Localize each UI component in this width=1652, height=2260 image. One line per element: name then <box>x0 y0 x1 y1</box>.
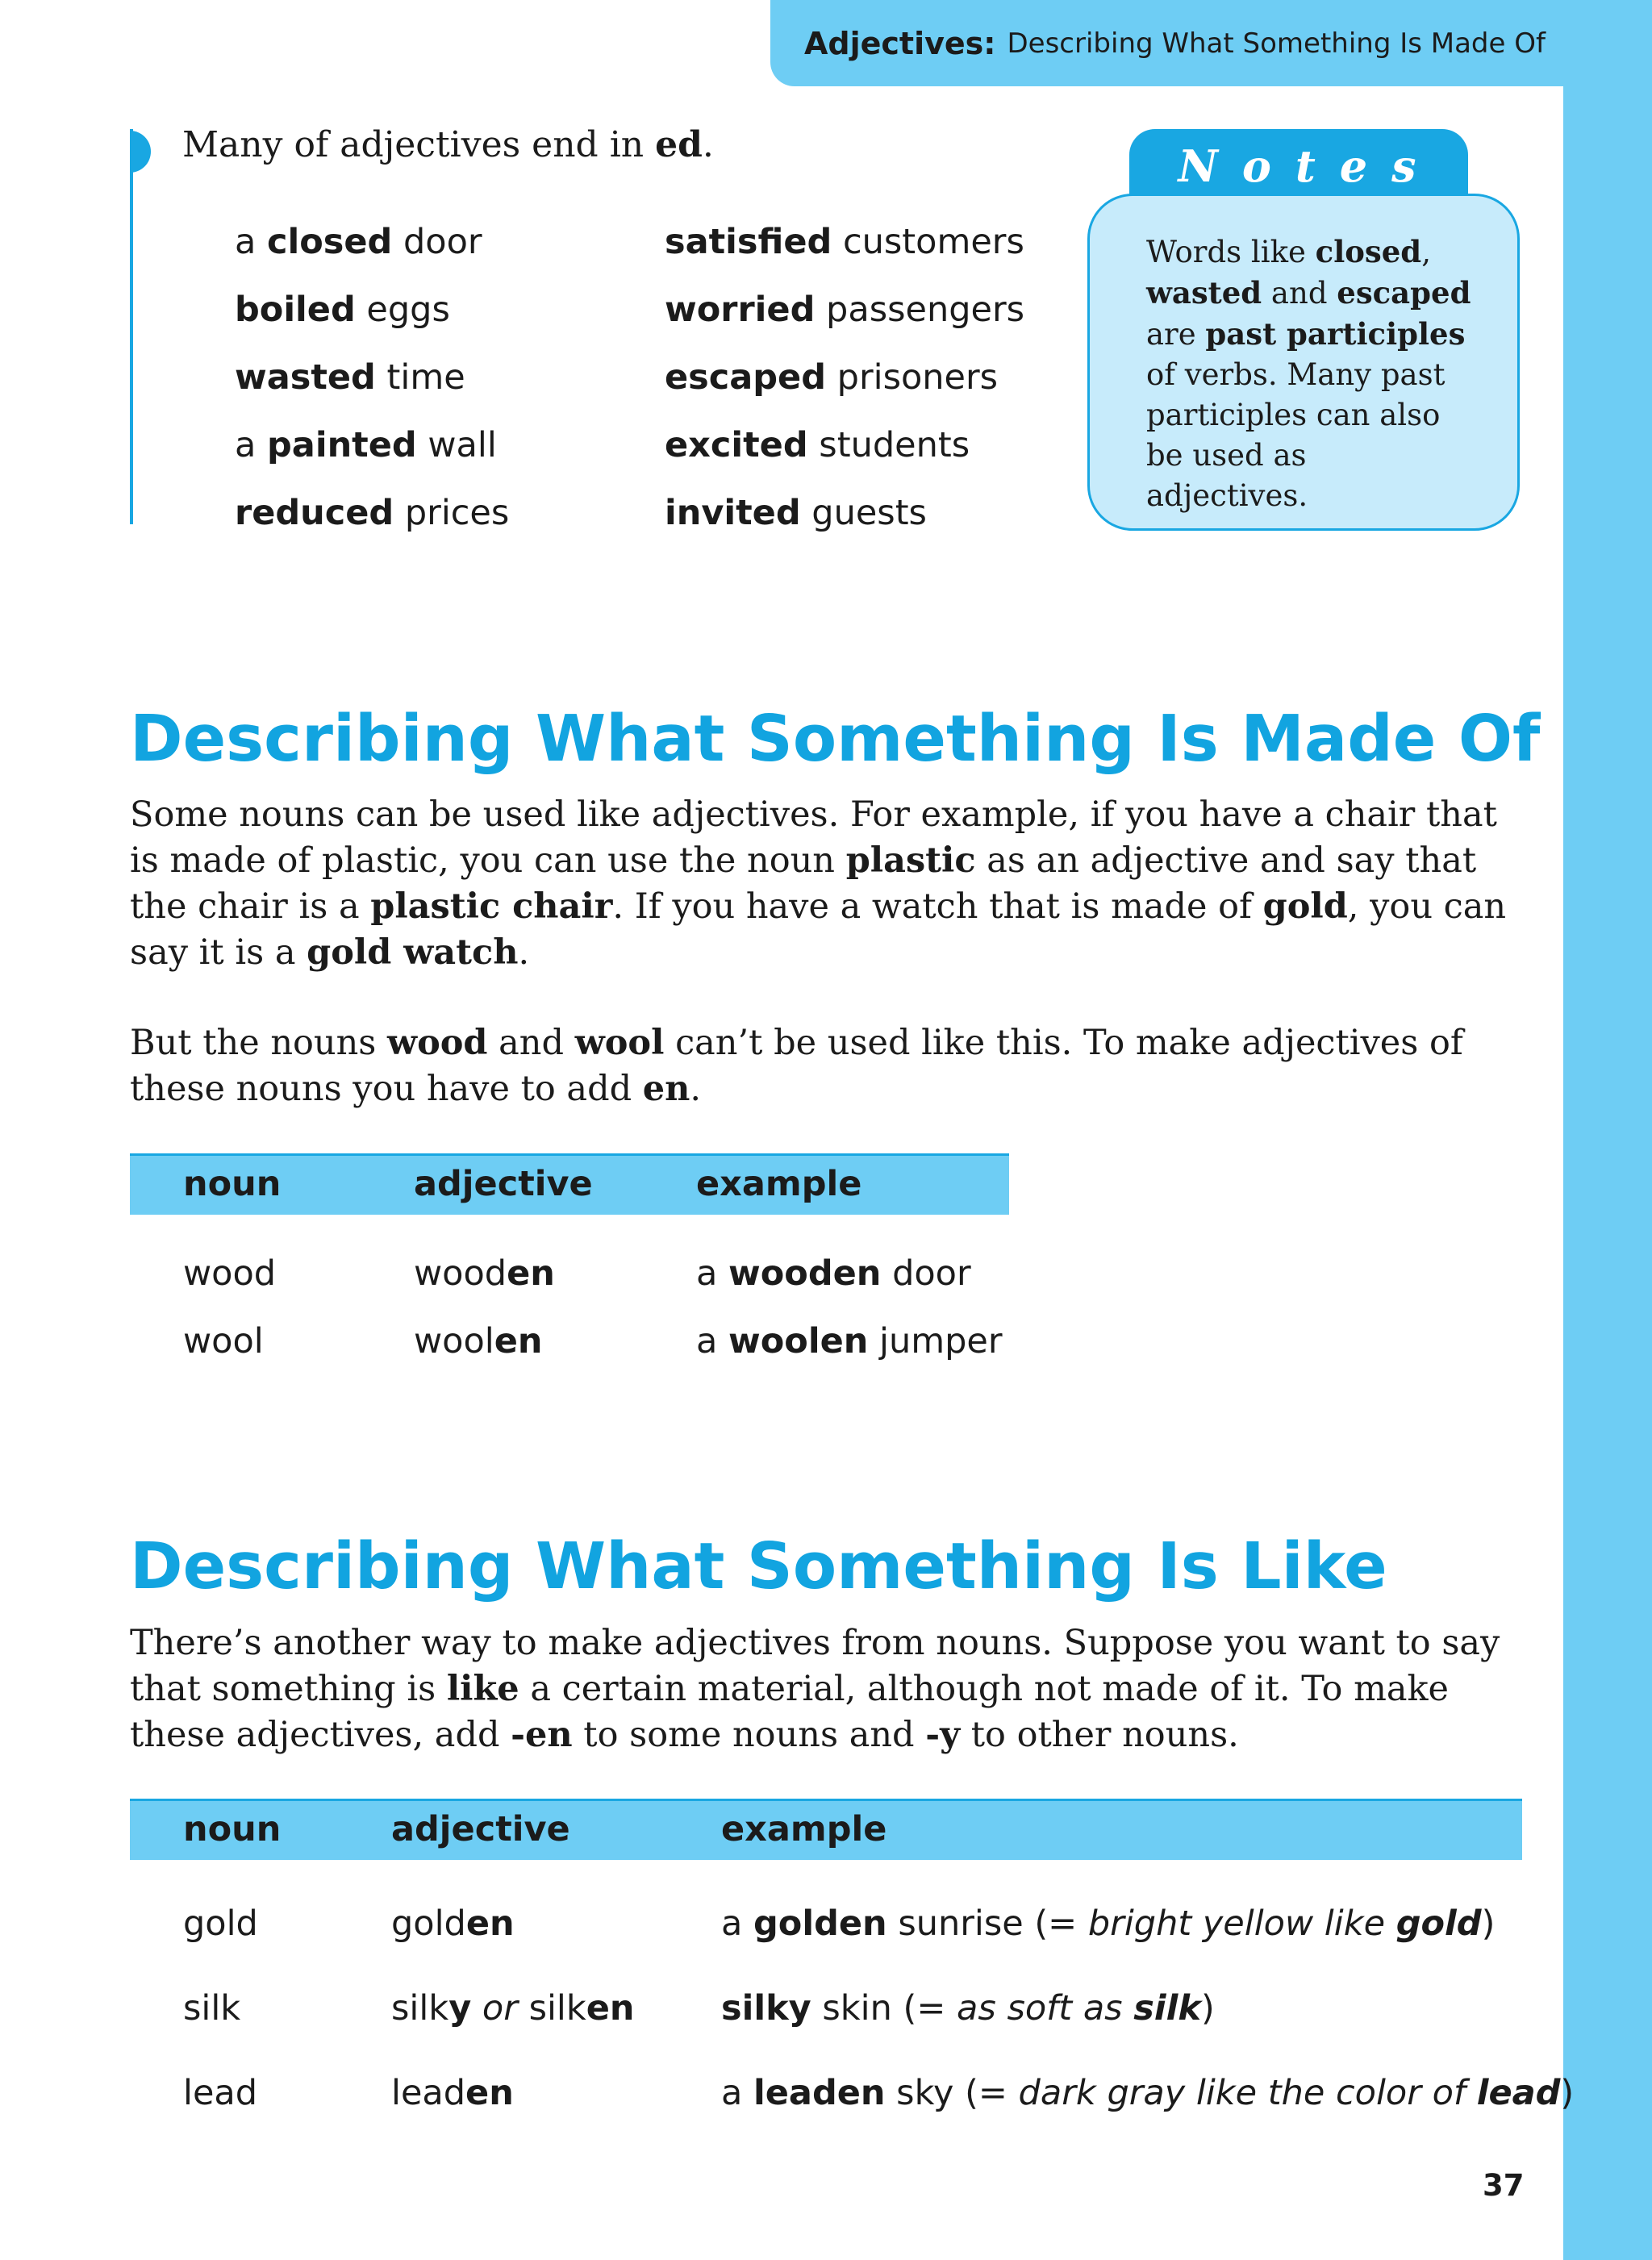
cell-example: a woolen jumper <box>696 1321 1003 1361</box>
notes-tab-title: Notes <box>1129 129 1468 198</box>
cell-noun: lead <box>183 2073 258 2113</box>
cell-noun: wood <box>183 1253 277 1294</box>
list-item: reduced prices <box>235 493 510 533</box>
list-item: worried passengers <box>665 290 1025 330</box>
intro-side-rule <box>130 129 133 524</box>
cell-adjective: silky or silken <box>391 1988 635 2029</box>
intro-text-bold: ed <box>655 124 703 165</box>
list-item: wasted time <box>235 357 465 398</box>
intro-sentence <box>182 124 714 165</box>
column-header-adjective: adjective <box>391 1809 570 1849</box>
like-paragraph-1: There’s another way to make adjectives from nouns. Suppose you want to say that something is like a certain material, although not made of it. To make these adjectives, add -en to some nouns and -y to other nouns. <box>130 1623 1500 1755</box>
section-heading-made-of: Describing What Something Is Made Of <box>130 702 1541 776</box>
list-item: excited students <box>665 425 970 465</box>
cell-example: silky skin (= as soft as silk) <box>721 1988 1215 2029</box>
section-heading-like: Describing What Something Is Like <box>130 1529 1387 1603</box>
cell-noun: gold <box>183 1903 258 1944</box>
cell-example: a leaden sky (= dark gray like the color of lead) <box>721 2073 1575 2113</box>
ed-adjective-list-left <box>235 218 509 557</box>
column-header-example: example <box>721 1809 887 1849</box>
header-title: Describing What Something Is Made Of <box>1007 27 1546 60</box>
made-of-paragraph-2: But the nouns wood and wool can’t be used like this. To make adjectives of these nouns you have to add en. <box>130 1023 1463 1109</box>
notes-box: Words like closed, wasted and escaped are past participles of verbs. Many past participles can also be used as adjectives. <box>1087 194 1520 531</box>
cell-adjective: leaden <box>391 2073 514 2113</box>
like-table-header <box>130 1799 1522 1860</box>
cell-noun: wool <box>183 1321 264 1361</box>
cell-adjective: woolen <box>414 1321 543 1361</box>
cell-example: a wooden door <box>696 1253 971 1294</box>
list-item: a painted wall <box>235 425 497 465</box>
list-item: a closed door <box>235 222 482 262</box>
table-row <box>0 2069 1652 2133</box>
list-item: satisfied customers <box>665 222 1024 262</box>
table-row <box>0 1249 1652 1314</box>
list-item: boiled eggs <box>235 290 450 330</box>
running-header <box>770 0 1563 86</box>
table-row <box>0 1984 1652 2049</box>
table-row <box>0 1899 1652 1964</box>
made-of-table-header <box>130 1153 1009 1215</box>
cell-adjective: wooden <box>414 1253 555 1294</box>
ed-adjective-list-right <box>665 218 1024 557</box>
table-row <box>0 1317 1652 1382</box>
intro-text-part: Many of adjectives end in <box>182 124 656 165</box>
page-number: 37 <box>1483 2168 1525 2203</box>
intro-text-part: . <box>702 124 714 165</box>
intro-bullet-marker <box>130 131 151 173</box>
header-lead: Adjectives: <box>804 25 996 61</box>
list-item: invited guests <box>665 493 927 533</box>
cell-example: a golden sunrise (= bright yellow like gold) <box>721 1903 1496 1944</box>
column-header-noun: noun <box>183 1809 282 1849</box>
cell-noun: silk <box>183 1988 241 2029</box>
column-header-noun: noun <box>183 1164 282 1204</box>
column-header-example: example <box>696 1164 862 1204</box>
column-header-adjective: adjective <box>414 1164 593 1204</box>
cell-adjective: golden <box>391 1903 515 1944</box>
made-of-paragraph-1: Some nouns can be used like adjectives. For example, if you have a chair that is made of plastic, you can use the noun plastic as an adjective and say that the chair is a plastic chair. If you have a watch that is made of gold, you can say it is a gold watch. <box>130 794 1507 973</box>
list-item: escaped prisoners <box>665 357 999 398</box>
